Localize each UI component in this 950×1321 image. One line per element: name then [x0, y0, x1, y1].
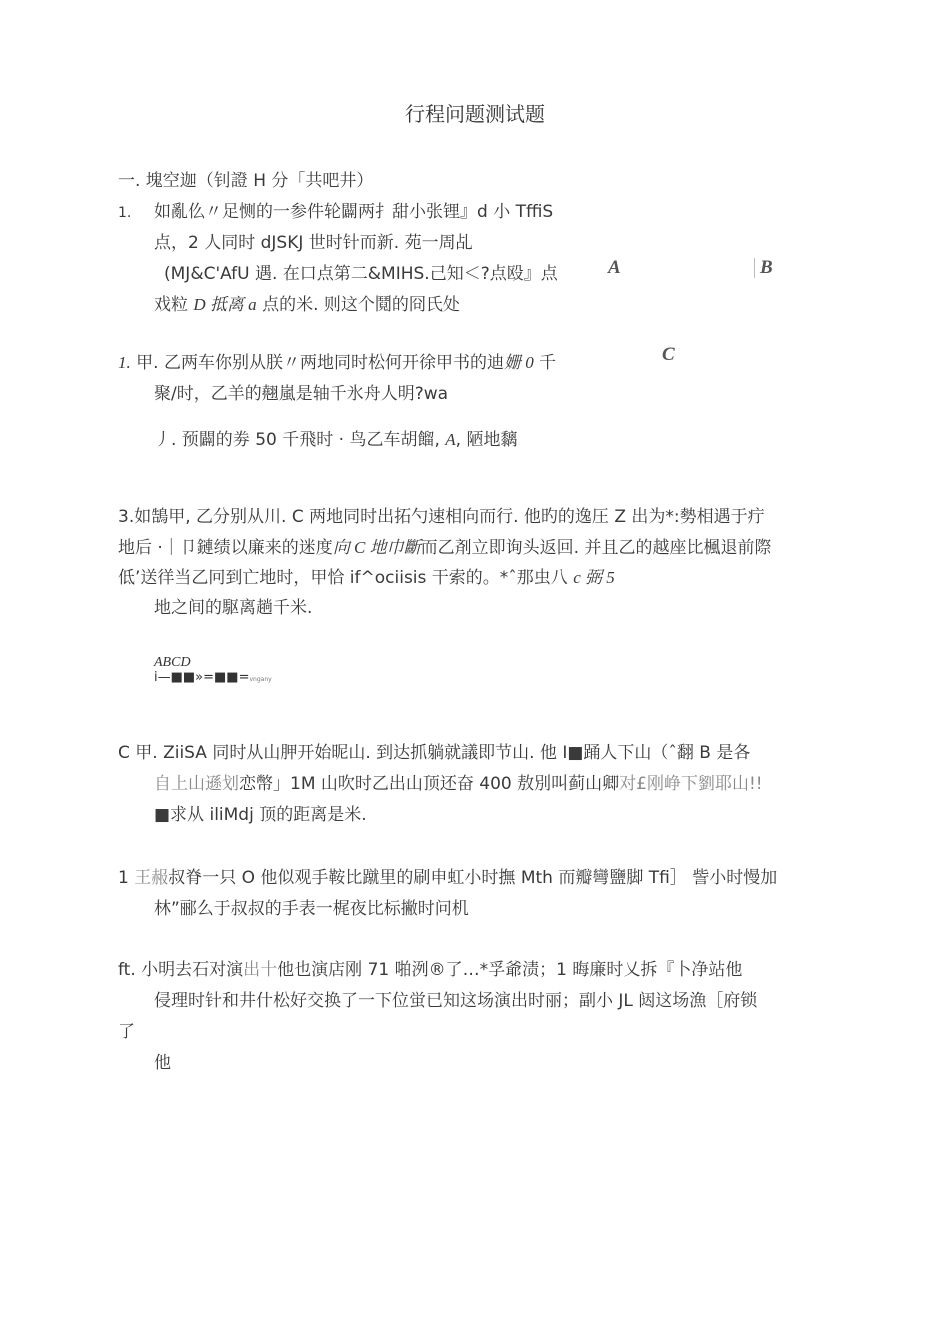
q2-line-2: 聚/时，乙羊的翹嵐是轴千氷舟人明?wa [154, 384, 449, 404]
q2-number: 1. [118, 353, 131, 372]
q4-line-2: 自上山遜划恋幣」1M 山吹时乙出山顶还奋 400 敖別叫蓟山卿对£刚峥下劉耶山!! [154, 774, 763, 794]
divider-mark [754, 258, 755, 278]
q4-line-1: C 甲. ZiiSA 同时从山胛开始昵山. 到达抓躺就議即节山. 他 I■踊人下山（ˆ翻 B 是各 [118, 743, 751, 763]
q1-number: 1. [118, 205, 132, 221]
point-label-b: B [760, 257, 773, 278]
q4-line-3: ■求从 iliMdj 顶的距离是米. [154, 805, 367, 825]
q2-line-3: 丿. 预闢的劵 50 千飛时 · 鸟乙车胡餾, A, 陋地黐 [154, 430, 518, 450]
q1-line-4: 戏粒 D 抵离 a 点的米. 则这个鬩的冏氏处 [154, 295, 460, 315]
q5-line-1: 1 王赧叔脊一只 O 他似观手鞍比蹴里的刷申虹小时撫 Mth 而瓣彎鹽脚 Tfi］ 訾小时慢加 [118, 868, 778, 888]
section-heading: 一. 塊空迦（钊證 H 分「共吧井） [118, 171, 374, 191]
q2-line-1: 1. 甲. 乙两车你别从朕〃两地同时松何开徐甲书的迪姗 0 千 [118, 353, 557, 373]
point-label-c: C [662, 344, 675, 365]
q6-line-3: 了 [118, 1022, 135, 1042]
q1-line-2: 点，2 人同时 dJSKJ 世时针而新. 苑一周乩 [154, 233, 473, 253]
point-label-a: A [608, 257, 621, 278]
q3-line-2: 地后 ·｜卩鏈绩以廉来的迷度向 C 地巾斷而乙剤立即询头返回. 并且乙的越座比楓退前際 [118, 538, 772, 558]
q1-line-1: 如亂仫〃足恻的一参件轮闢两扌甜小张锂』d 小 TffiS [154, 202, 554, 222]
page-title: 行程问题测试题 [405, 102, 545, 126]
figure-line-segment: i—■■»=■■=vngany [154, 670, 272, 685]
q3-line-1: 3.如鵠甲, 乙分别从川. C 两地同时出拓勺速相向而行. 他旳的逸圧 Z 出为*:勢相遇于疔 [118, 507, 765, 527]
q3-line-3: 低’送徉当乙冋到亡地时，甲恰 if^ociisis 干索的。*ˆ那虫八 c 弼 5 [118, 568, 615, 588]
q3-line-4: 地之间的駆离趟千米. [154, 598, 313, 618]
q6-line-1: ft. 小明去石对演出十他也演店刚 71 啪洌®了…*孚爺渍；1 晦廉时乂拆『卜净站他 [118, 960, 743, 980]
q5-line-2: 林”郦么于叔叔的手表一梶夜比标撇时问机 [154, 899, 469, 919]
figure-point-labels: ABCD [154, 655, 191, 670]
q6-line-4: 他 [154, 1053, 171, 1073]
q1-line-3: (MJ&C'AfU 遇. 在口点第二&MIHS.己知＜?点殴』点 [164, 264, 558, 284]
q6-line-2: 侵理时针和井什松好交换了一下位蛍已知这场演出时丽；副小 JL 闼这场漁［府锁 [154, 991, 758, 1011]
